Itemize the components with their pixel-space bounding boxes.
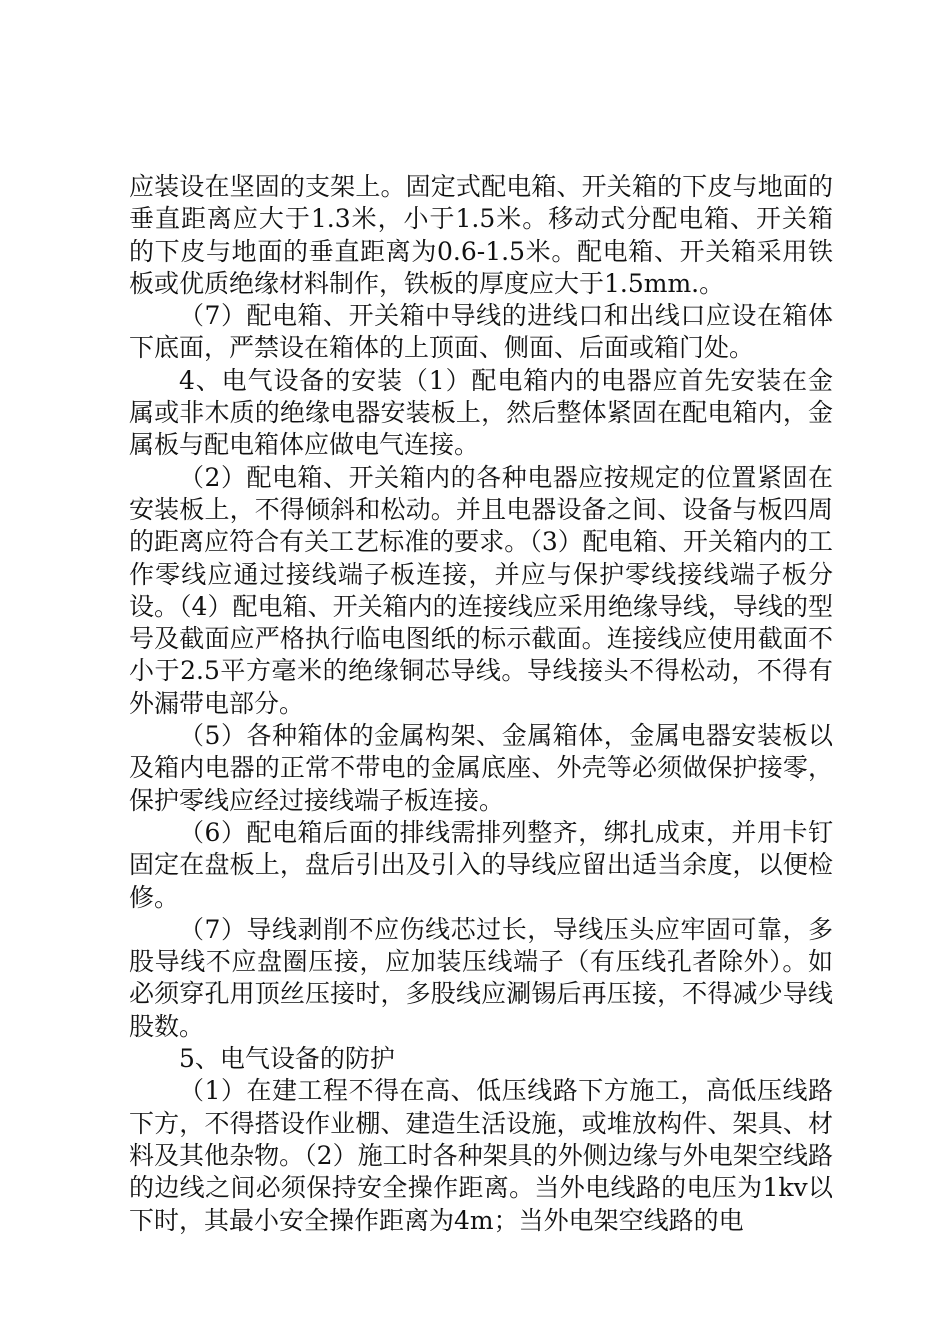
section-heading-protection: 5、电气设备的防护	[179, 1044, 395, 1074]
paragraph-protection-1-2: （1）在建工程不得在高、低压线路下方施工，高低压线路下方，不得搭设作业棚、建造生活设施，或堆放构件、架具、材料及其他杂物。（2）施工时各种架具的外侧边缘与外电架空线路的边线之间必须保持安全操作距离。当外电线路的电压为1kv以下时，其最小安全操作距离为4m；当外电架空线路的电	[129, 1076, 833, 1235]
paragraph-installation-7: （7）导线剥削不应伤线芯过长，导线压头应牢固可靠，多股导线不应盘圈压接，应加装压线端子（有压线孔者除外）。如必须穿孔用顶丝压接时，多股线应涮锡后再压接，不得减少导线股数。	[129, 914, 833, 1041]
paragraph-box-mounting: 应装设在坚固的支架上。固定式配电箱、开关箱的下皮与地面的垂直距离应大于1.3米，小于1.5米。移动式分配电箱、开关箱的下皮与地面的垂直距离为0.6-1.5米。配电箱、开关箱采用铁板或优质绝缘材料制作，铁板的厚度应大于1.5mm.。	[129, 172, 833, 298]
paragraph-installation-2-4: （2）配电箱、开关箱内的各种电器应按规定的位置紧固在安装板上，不得倾斜和松动。并且电器设备之间、设备与板四周的距离应符合有关工艺标准的要求。（3）配电箱、开关箱内的工作零线应通过接线端子板连接，并应与保护零线接线端子板分设。（4）配电箱、开关箱内的连接线应采用绝缘导线，导线的型号及截面应严格执行临电图纸的标示截面。连接线应使用截面不小于2.5平方毫米的绝缘铜芯导线。导线接头不得松动，不得有外漏带电部分。	[129, 462, 833, 718]
paragraph-installation-5: （5）各种箱体的金属构架、金属箱体，金属电器安装板以及箱内电器的正常不带电的金属底座、外壳等必须做保护接零，保护零线应经过接线端子板连接。	[129, 721, 833, 815]
paragraph-cable-entry: （7）配电箱、开关箱中导线的进线口和出线口应设在箱体下底面，严禁设在箱体的上顶面、侧面、后面或箱门处。	[129, 301, 833, 363]
paragraph-installation-6: （6）配电箱后面的排线需排列整齐，绑扎成束，并用卡钉固定在盘板上，盘后引出及引入的导线应留出适当余度，以便检修。	[129, 817, 833, 912]
paragraph-installation-1: 4、电气设备的安装（1）配电箱内的电器应首先安装在金属或非木质的绝缘电器安装板上，然后整体紧固在配电箱内，金属板与配电箱体应做电气连接。	[129, 365, 833, 460]
document-body	[129, 171, 833, 1237]
